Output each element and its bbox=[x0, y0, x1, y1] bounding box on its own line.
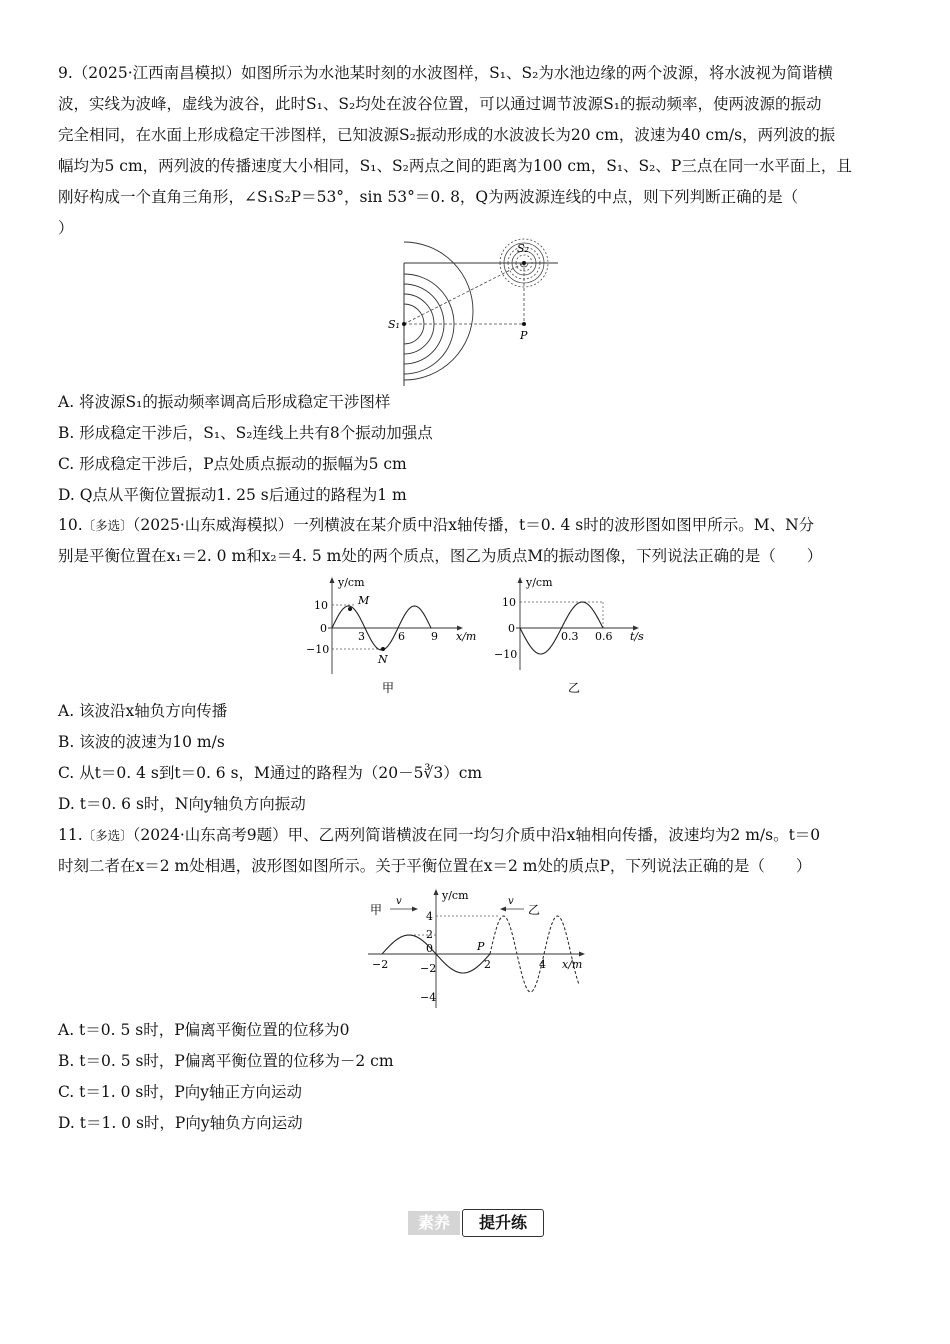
jia-ylabel: y/cm bbox=[338, 576, 365, 589]
jia-ytick-0: 0 bbox=[320, 622, 327, 635]
jia-ytick-10: 10 bbox=[314, 599, 328, 612]
q11-wave-figure bbox=[364, 884, 594, 1014]
q10-number: 10. bbox=[58, 516, 83, 534]
q9-line3: 完全相同，在水面上形成稳定干涉图样，已知波源S₂振动形成的水波波长为20 cm，波速为40 cm/s，两列波的振 bbox=[58, 126, 836, 144]
q10-text bbox=[58, 510, 896, 572]
s2-point bbox=[522, 261, 526, 265]
q11-jia-label: 甲 bbox=[370, 903, 383, 917]
q9-line4: 幅均为5 cm，两列波的传播速度大小相同，S₁、S₂两点之间的距离为100 cm，S₁、S₂、P三点在同一水平面上，且 bbox=[58, 157, 852, 175]
n-point bbox=[381, 647, 385, 651]
yi-ylabel: y/cm bbox=[526, 576, 553, 589]
q10-option-c[interactable]: C. 从t＝0. 4 s到t＝0. 6 s，M通过的路程为（20－5∛3）cm bbox=[58, 764, 483, 782]
jia-caption: 甲 bbox=[382, 681, 395, 694]
q11-option-b[interactable]: B. t＝0. 5 s时，P偏离平衡位置的位移为－2 cm bbox=[58, 1052, 394, 1070]
q9-line2: 波，实线为波峰，虚线为波谷，此时S₁、S₂均处在波谷位置，可以通过调节波源S₁的振动频率，使两波源的振动 bbox=[58, 95, 822, 113]
q9-water-wave-figure bbox=[380, 238, 570, 388]
jia-xtick-6: 6 bbox=[398, 630, 405, 643]
yi-ytick-10: 10 bbox=[502, 596, 516, 609]
q11-line1: （2024·山东高考9题）甲、乙两列简谐横波在同一均匀介质中沿x轴相向传播，波速均为2 m/s。t＝0 bbox=[132, 826, 821, 844]
q9-line1: 9.（2025·江西南昌模拟）如图所示为水池某时刻的水波图样，S₁、S₂为水池边缘的两个波源，将水波视为简谐横 bbox=[58, 64, 833, 82]
banner-left-label: 素养 bbox=[408, 1211, 460, 1235]
yi-caption: 乙 bbox=[568, 681, 581, 694]
q11-ytick-2: 2 bbox=[426, 928, 433, 941]
q9-option-b[interactable]: B. 形成稳定干涉后，S₁、S₂连线上共有8个振动加强点 bbox=[58, 424, 433, 442]
q10-line2: 别是平衡位置在x₁＝2. 0 m和x₂＝4. 5 m处的两个质点，图乙为质点M的振动图像，下列说法正确的是（ ） bbox=[58, 547, 823, 565]
section-banner bbox=[408, 1208, 548, 1238]
yi-xlabel: t/s bbox=[630, 630, 644, 643]
q9-text bbox=[58, 58, 896, 244]
jia-xtick-9: 9 bbox=[431, 630, 438, 643]
q11-xlabel: x/m bbox=[562, 958, 583, 971]
q10-option-b[interactable]: B. 该波的波速为10 m/s bbox=[58, 733, 225, 751]
m-label: M bbox=[358, 594, 370, 607]
q11-ytick-neg2: −2 bbox=[420, 962, 437, 975]
q11-xtick-4: 4 bbox=[539, 958, 546, 971]
q11-number: 11. bbox=[58, 826, 83, 844]
q9-line5: 刚好构成一个直角三角形，∠S₁S₂P＝53°，sin 53°＝0. 8，Q为两波源连线的中点，则下列判断正确的是（ bbox=[58, 188, 799, 206]
yi-xtick-0.3: 0.3 bbox=[561, 630, 579, 643]
s1-label: S₁ bbox=[388, 318, 400, 331]
q9-option-a[interactable]: A. 将波源S₁的振动频率调高后形成稳定干涉图样 bbox=[58, 393, 391, 411]
q11-xtick-2: 2 bbox=[484, 958, 491, 971]
yi-ytick-0: 0 bbox=[508, 622, 515, 635]
q11-ytick-4: 4 bbox=[426, 910, 433, 923]
q9-option-d[interactable]: D. Q点从平衡位置振动1. 25 s后通过的路程为1 m bbox=[58, 486, 407, 504]
q11-text bbox=[58, 820, 896, 882]
q9-line6: ） bbox=[58, 219, 74, 237]
s1-point bbox=[402, 322, 406, 326]
q10-multi-tag: 〔多选〕 bbox=[82, 518, 133, 533]
yi-xtick-0.6: 0.6 bbox=[595, 630, 613, 643]
q11-multi-tag: 〔多选〕 bbox=[82, 828, 133, 843]
q11-ytick-0: 0 bbox=[426, 942, 433, 955]
s2-label: S₂ bbox=[517, 242, 529, 255]
p-label: P bbox=[520, 329, 528, 342]
p-point bbox=[522, 322, 526, 326]
jia-ytick-neg10: −10 bbox=[306, 643, 330, 656]
banner-right-label: 提升练 bbox=[462, 1209, 544, 1237]
m-point bbox=[348, 607, 352, 611]
q10-option-d[interactable]: D. t＝0. 6 s时，N向y轴负方向振动 bbox=[58, 795, 306, 813]
q11-xtick-neg2: −2 bbox=[372, 958, 389, 971]
q11-v1-label: v bbox=[396, 896, 402, 907]
q11-ytick-neg4: −4 bbox=[420, 991, 437, 1004]
q9-option-c[interactable]: C. 形成稳定干涉后，P点处质点振动的振幅为5 cm bbox=[58, 455, 407, 473]
yi-ytick-neg10: −10 bbox=[494, 648, 518, 661]
q10-fig-jia bbox=[300, 574, 490, 694]
q11-yi-label: 乙 bbox=[528, 903, 541, 917]
n-label: N bbox=[378, 653, 388, 666]
q11-v2-label: v bbox=[508, 896, 514, 907]
jia-xtick-3: 3 bbox=[358, 630, 365, 643]
q10-fig-yi bbox=[490, 574, 660, 694]
q10-option-a[interactable]: A. 该波沿x轴负方向传播 bbox=[58, 702, 228, 720]
jia-xlabel: x/m bbox=[456, 630, 477, 643]
q11-option-c[interactable]: C. t＝1. 0 s时，P向y轴正方向运动 bbox=[58, 1083, 303, 1101]
q11-option-d[interactable]: D. t＝1. 0 s时，P向y轴负方向运动 bbox=[58, 1114, 303, 1132]
q10-line1: （2025·山东威海模拟）一列横波在某介质中沿x轴传播，t＝0. 4 s时的波形图如图甲所示。M、N分 bbox=[132, 516, 815, 534]
q11-p-label: P bbox=[477, 940, 485, 953]
q11-ylabel: y/cm bbox=[442, 889, 469, 902]
q11-line2: 时刻二者在x＝2 m处相遇，波形图如图所示。关于平衡位置在x＝2 m处的质点P，下列说法正确的是（ ） bbox=[58, 857, 812, 875]
q11-option-a[interactable]: A. t＝0. 5 s时，P偏离平衡位置的位移为0 bbox=[58, 1021, 350, 1039]
